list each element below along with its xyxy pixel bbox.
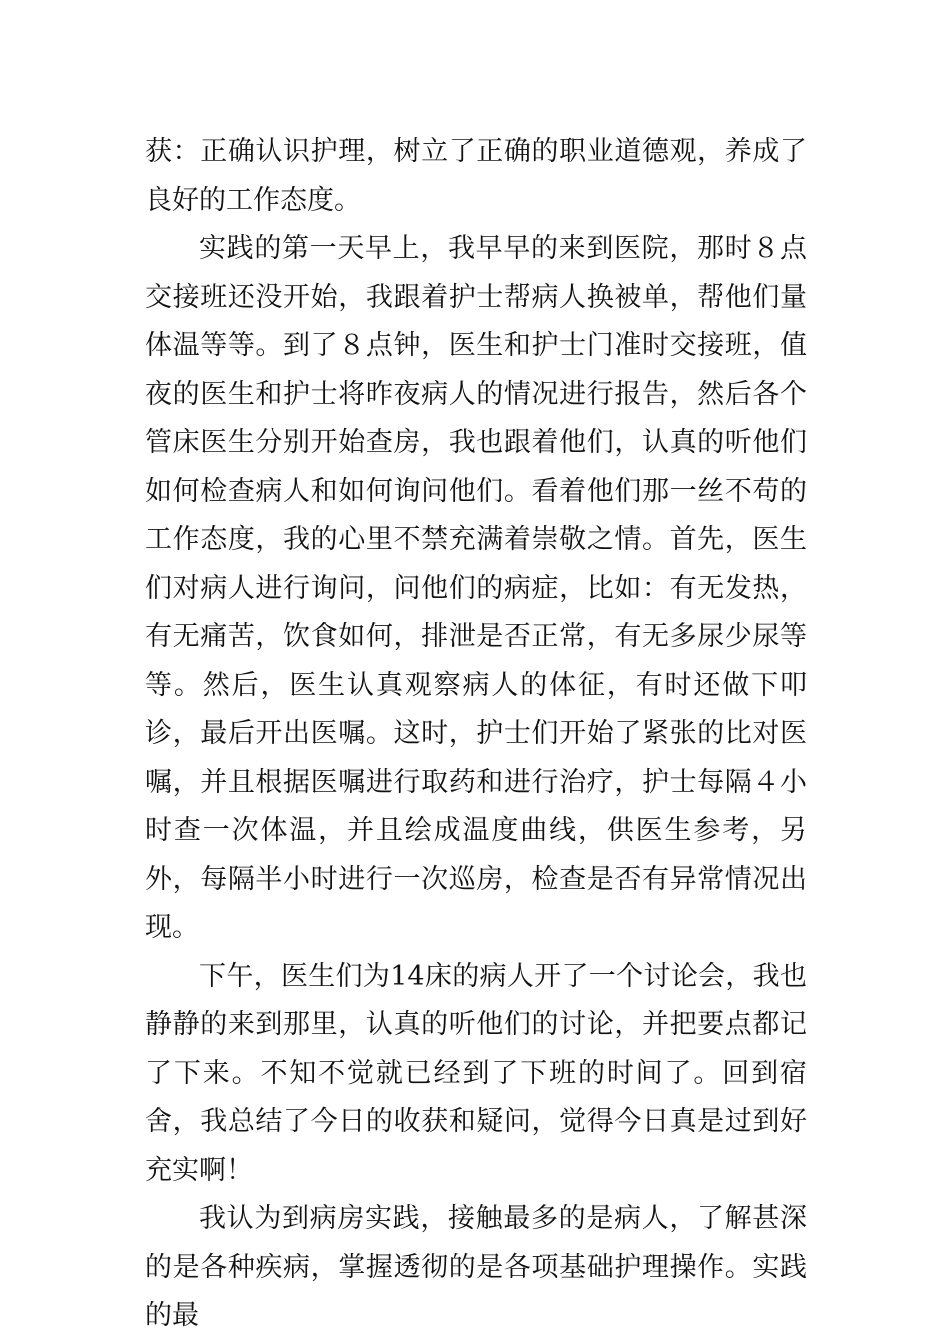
- paragraph-afternoon-discussion: 下午，医生们为14床的病人开了一个讨论会，我也静静的来到那里，认真的听他们的讨论，并把要点都记了下来。不知不觉就已经到了下班的时间了。回到宿舍，我总结了今日的收获和疑问，觉得今日真是过到好充实啊！: [145, 960, 807, 1186]
- paragraph-first-day-morning: 实践的第一天早上，我早早的来到医院，那时８点交接班还没开始，我跟着护士帮病人换被单，帮他们量体温等等。到了８点钟，医生和护士门准时交接班，值夜的医生和护士将昨夜病人的情况进行报告，然后各个管床医生分别开始查房，我也跟着他们，认真的听他们如何检查病人和如何询问他们。看着他们那一丝不苟的工作态度，我的心里不禁充满着崇敬之情。首先，医生们对病人进行询问，问他们的病症，比如：有无发热，有无痛苦，饮食如何，排泄是否正常，有无多尿少尿等等。然后，医生认真观察病人的体征，有时还做下叩诊，最后开出医嘱。这时，护士们开始了紧张的比对医嘱，并且根据医嘱进行取药和进行治疗，护士每隔４小时查一次体温，并且绘成温度曲线，供医生参考，另外，每隔半小时进行一次巡房，检查是否有异常情况出现。: [145, 233, 807, 943]
- paragraph-ward-practice: 我认为到病房实践，接触最多的是病人，了解甚深的是各种疾病，掌握透彻的是各项基础护理操作。实践的最: [145, 1203, 807, 1331]
- body-text: [145, 128, 807, 1341]
- paragraph-continuation: 获：正确认识护理，树立了正确的职业道德观，养成了良好的工作态度。: [145, 136, 807, 216]
